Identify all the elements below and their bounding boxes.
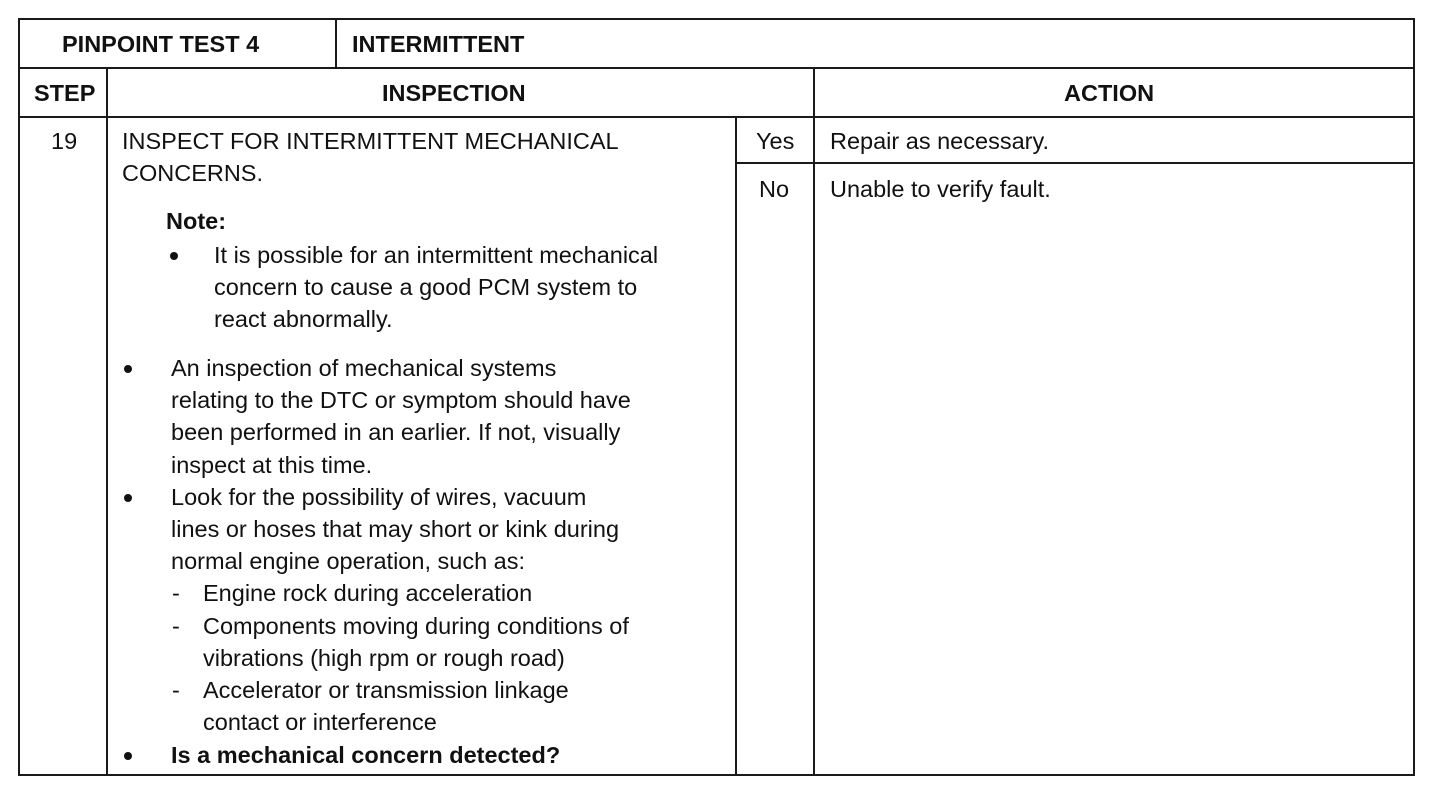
bullet-1-line: inspect at this time. bbox=[171, 451, 373, 478]
bullet-1-text bbox=[171, 352, 631, 481]
test-name: INTERMITTENT bbox=[352, 31, 525, 57]
sub-item-3-line: contact or interference bbox=[203, 709, 437, 736]
yes-no-divider bbox=[735, 162, 1415, 164]
step-title bbox=[122, 125, 619, 189]
answer-no-label: No bbox=[759, 176, 790, 202]
bullet-1 bbox=[124, 365, 132, 373]
inspection-question: Is a mechanical concern detected? bbox=[171, 742, 561, 768]
sub-item-dash: - bbox=[172, 613, 180, 639]
bullet-2 bbox=[124, 494, 132, 502]
step-column-header: STEP bbox=[34, 80, 96, 106]
title-cell-divider bbox=[335, 18, 337, 68]
bullet-2-line: lines or hoses that may short or kink during bbox=[171, 516, 620, 543]
bullet-2-line: Look for the possibility of wires, vacuum bbox=[171, 484, 587, 510]
sub-item-1-line: Engine rock during acceleration bbox=[203, 580, 533, 606]
note-line: react abnormally. bbox=[214, 306, 393, 333]
sub-item-3-line: Accelerator or transmission linkage bbox=[203, 677, 569, 703]
note-text bbox=[214, 239, 658, 336]
answer-no-action: Unable to verify fault. bbox=[830, 176, 1051, 202]
bullet-1-line: been performed in an earlier. If not, visually bbox=[171, 419, 621, 446]
sub-item-1 bbox=[203, 577, 532, 609]
note-line: It is possible for an intermittent mechanical bbox=[214, 242, 659, 268]
step-column-divider bbox=[106, 67, 108, 776]
sub-item-2-line: vibrations (high rpm or rough road) bbox=[203, 645, 565, 672]
action-column-header: ACTION bbox=[1064, 80, 1155, 106]
bullet-2-line: normal engine operation, such as: bbox=[171, 548, 526, 575]
bullet-2-text bbox=[171, 481, 619, 578]
action-column-divider bbox=[813, 67, 815, 776]
answer-column-divider bbox=[735, 116, 737, 776]
note-bullet bbox=[170, 252, 178, 260]
step-title-line: INSPECT FOR INTERMITTENT MECHANICAL bbox=[122, 128, 619, 154]
step-number: 19 bbox=[51, 128, 78, 154]
bullet-1-line: An inspection of mechanical systems bbox=[171, 355, 557, 381]
sub-item-3 bbox=[203, 674, 569, 738]
sub-item-dash: - bbox=[172, 580, 180, 606]
bullet-1-line: relating to the DTC or symptom should have bbox=[171, 387, 631, 414]
question-bullet bbox=[124, 752, 132, 760]
test-label: PINPOINT TEST 4 bbox=[62, 31, 260, 57]
step-title-line: CONCERNS. bbox=[122, 160, 264, 187]
answer-yes-action: Repair as necessary. bbox=[830, 128, 1049, 154]
column-header-divider bbox=[18, 116, 1415, 118]
note-label: Note: bbox=[166, 208, 227, 234]
sub-item-2 bbox=[203, 610, 629, 674]
sub-item-2-line: Components moving during conditions of bbox=[203, 613, 629, 639]
answer-yes-label: Yes bbox=[756, 128, 795, 154]
note-line: concern to cause a good PCM system to bbox=[214, 274, 638, 301]
sub-item-dash: - bbox=[172, 677, 180, 703]
header-divider bbox=[18, 67, 1415, 69]
inspection-column-header: INSPECTION bbox=[382, 80, 526, 106]
